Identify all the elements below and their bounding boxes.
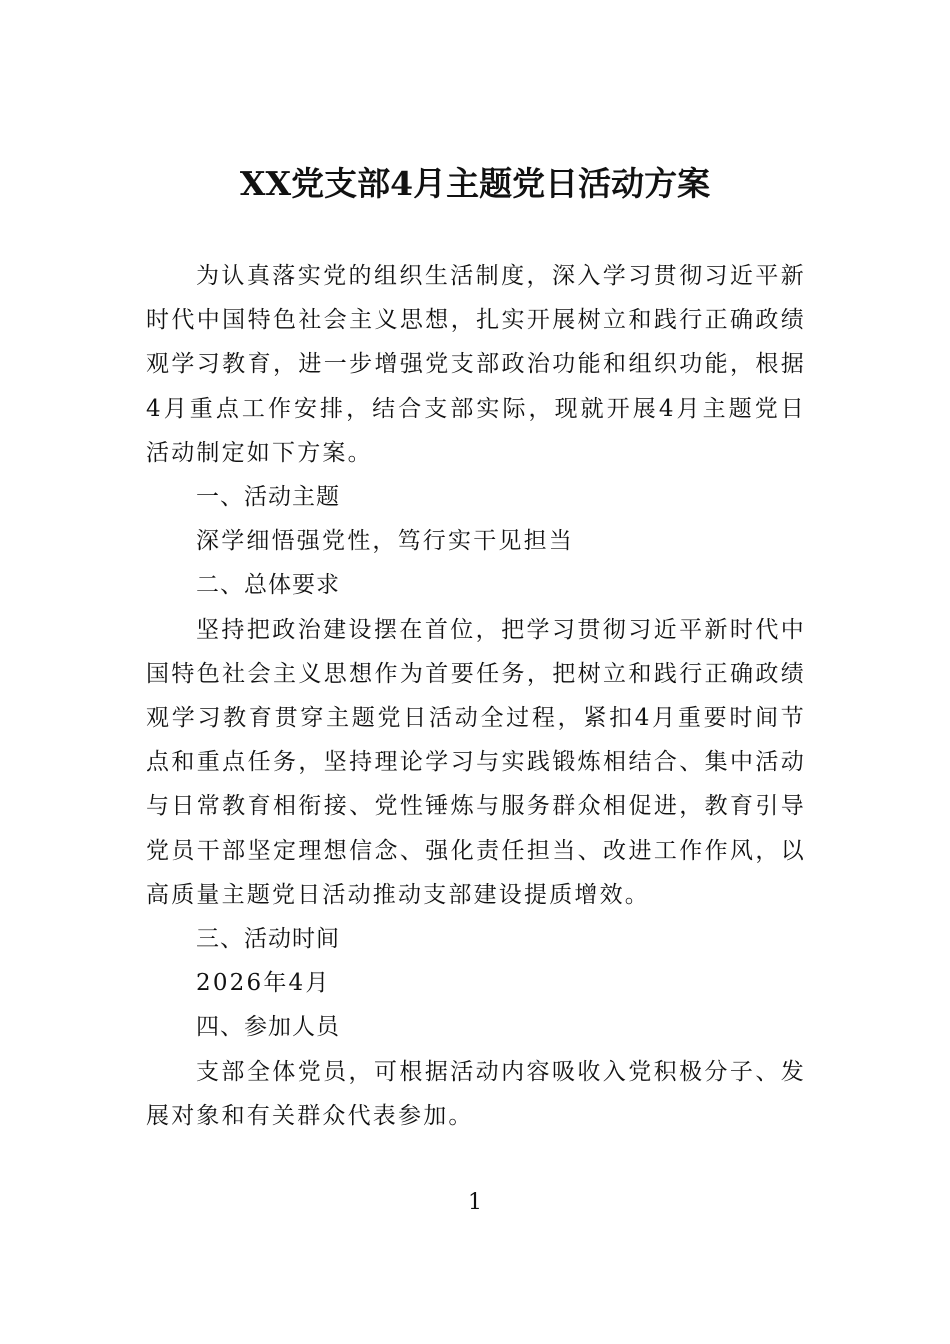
section-heading-requirements: 二、总体要求 xyxy=(196,572,340,599)
section-text-requirements: 坚持把政治建设摆在首位，把学习贯彻习近平新时代中国特色社会主义思想作为首要任务，把树立和践行正确政绩观学习教育贯穿主题党日活动全过程，紧扣4月重要时间节点和重点任务，坚持理论学习与实践锻炼相结合、集中活动与日常教育相衔接、党性锤炼与服务群众相促进，教育引导党员干部坚定理想信念、强化责任担当、改进工作作风，以高质量主题党日活动推动支部建设提质增效。 xyxy=(146,616,806,908)
intro-paragraph: 为认真落实党的组织生活制度，深入学习贯彻习近平新时代中国特色社会主义思想，扎实开展树立和践行正确政绩观学习教育，进一步增强党支部政治功能和组织功能，根据4月重点工作安排，结合支部实际，现就开展4月主题党日活动制定如下方案。 xyxy=(146,263,806,466)
section-text-theme: 深学细悟强党性，笃行实干见担当 xyxy=(196,528,574,555)
section-heading-theme: 一、活动主题 xyxy=(196,484,340,511)
section-text-participants: 支部全体党员，可根据活动内容吸收入党积极分子、发展对象和有关群众代表参加。 xyxy=(146,1058,806,1129)
document-body xyxy=(146,254,806,1138)
document-title: XX党支部4月主题党日活动方案 xyxy=(239,164,711,203)
section-text-time: 2026年4月 xyxy=(196,970,331,997)
section-heading-participants: 四、参加人员 xyxy=(196,1014,340,1041)
section-heading-time: 三、活动时间 xyxy=(196,926,340,953)
page-number: 1 xyxy=(468,1190,482,1215)
